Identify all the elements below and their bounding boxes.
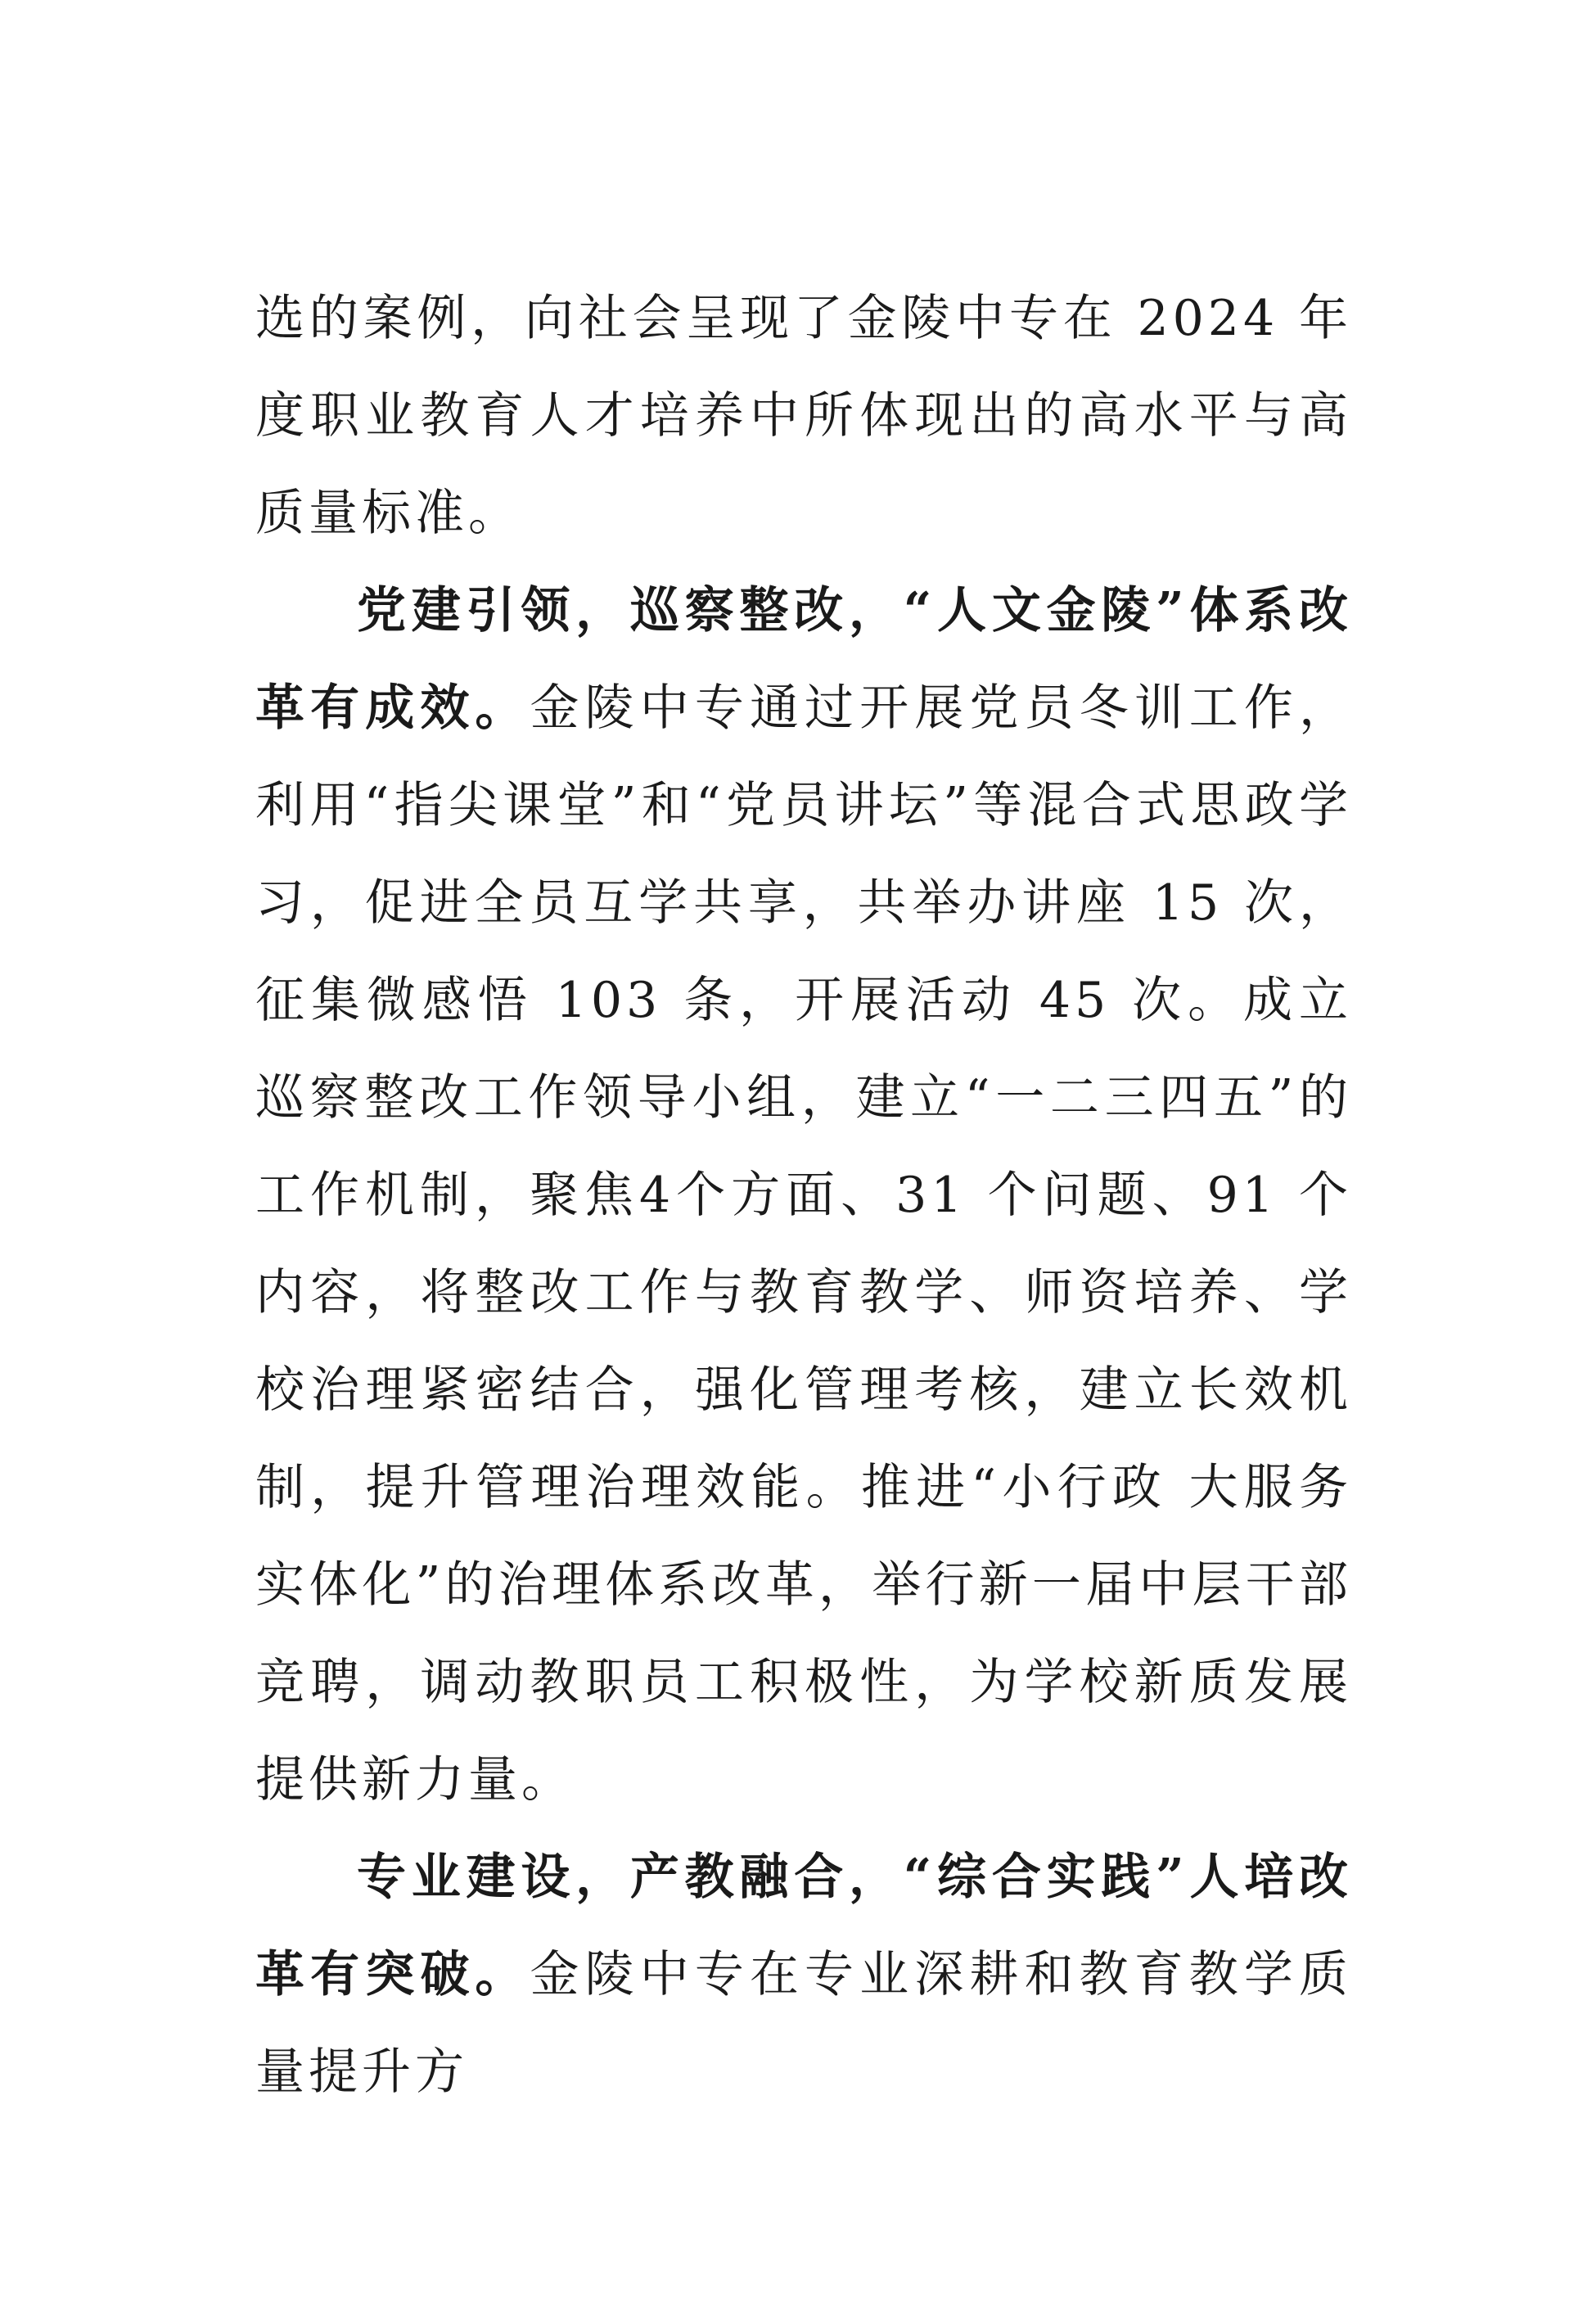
paragraph-heading: 专业建设，产教融合，“综合实践”人培改革有突破。 [255,1849,1352,2003]
paragraph-heading: 党建引领，巡察整改，“人文金陵”体系改革有成效。 [255,582,1352,737]
paragraph-specialty-construction [255,1829,1352,2121]
paragraph-body: 金陵中专在专业深耕和教育教学质量提升方 [255,1946,1353,2101]
paragraph-party-building [255,562,1352,1829]
document-page [255,270,1352,2121]
paragraph-body: 金陵中专通过开展党员冬训工作，利用“指尖课堂”和“党员讲坛”等混合式思政学习，促进全员互学共享，共举办讲座 15 次，征集微感悟 103 条，开展活动 45 次。成立巡察整改工作领导小组，建立“一二三四五”的工作机制，聚焦4个方面、31 个问题、91 个内容，将整改工作与教育教学、师资培养、学校治理紧密结合，强化管理考核，建立长效机制，提升管理治理效能。推进“小行政 大服务 实体化”的治理体系改革，举行新一届中层干部竞聘，调动教职员工积极性，为学校新质发展提供新力量。 [255,680,1353,1808]
paragraph-body: 选的案例，向社会呈现了金陵中专在 2024 年度职业教育人才培养中所体现出的高水平与高质量标准。 [255,290,1352,542]
paragraph-continuation [255,270,1352,562]
